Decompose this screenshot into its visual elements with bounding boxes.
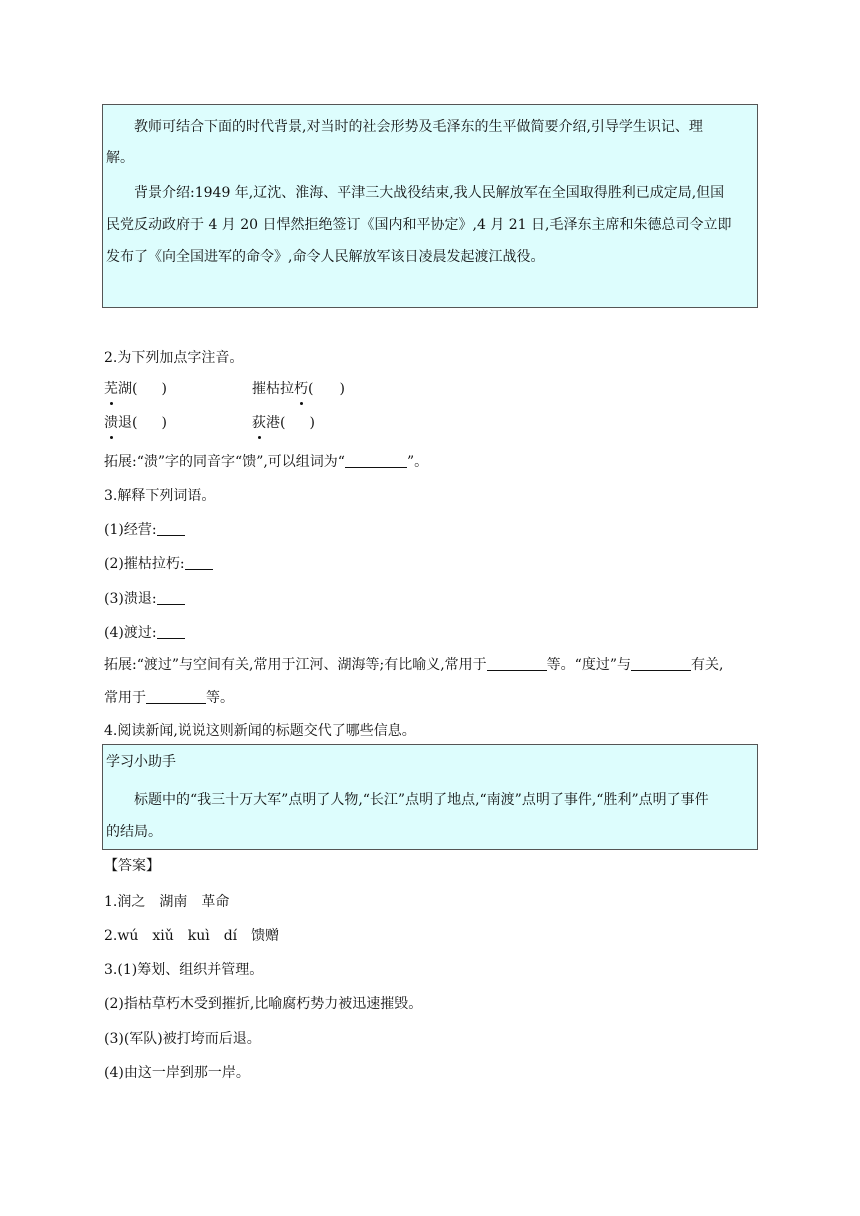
teacher-note-line-1: 教师可结合下面的时代背景,对当时的社会形势及毛泽东的生平做简要介绍,引导学生识记、理 <box>134 119 703 135</box>
pinyin-item-kuitui <box>104 413 167 433</box>
extension-text: 拓展:“渡过”与空间有关,常用于江河、湖海等;有比喻义,常用于 <box>104 657 487 673</box>
pinyin-item-digang <box>252 413 315 433</box>
paren-close: ) <box>339 381 345 397</box>
study-helper-line-1: 标题中的“我三十万大军”点明了人物,“长江”点明了地点,“南渡”点明了事件,“胜利”点明了事件 <box>134 792 709 808</box>
question-3-item-1 <box>104 520 185 540</box>
extension-text: 等。“度过”与 <box>546 657 631 673</box>
paren-close: ) <box>309 415 315 431</box>
fill-blank[interactable] <box>487 656 547 671</box>
pinyin-item-wuhu <box>104 379 167 399</box>
question-3-item-3 <box>104 589 185 609</box>
question-3-item-2 <box>104 554 213 574</box>
fill-blank[interactable] <box>185 555 213 570</box>
answers-heading: 【答案】 <box>104 858 160 874</box>
item-label: (2)摧枯拉朽: <box>104 556 185 572</box>
question-3-item-4 <box>104 623 185 643</box>
background-line-1: 背景介绍:1949 年,辽沈、淮海、平津三大战役结束,我人民解放军在全国取得胜利已成定局,但国 <box>134 185 725 201</box>
fill-blank[interactable] <box>345 453 407 468</box>
extension-text: 等。 <box>206 690 234 706</box>
word-suffix: 退( <box>118 415 138 431</box>
question-3-extension-line-2 <box>104 688 234 708</box>
item-label: (4)渡过: <box>104 625 157 641</box>
dotted-char: 朽 <box>294 381 308 397</box>
extension-text: 常用于 <box>104 690 146 706</box>
dotted-char: 芜 <box>104 381 118 397</box>
teacher-note-line-2: 解。 <box>106 150 134 166</box>
word-suffix: 湖( <box>118 381 138 397</box>
fill-blank[interactable] <box>157 521 185 536</box>
paren-close: ) <box>161 381 167 397</box>
dotted-char: 荻 <box>252 415 266 431</box>
pinyin-item-cuikulaxiu <box>252 379 345 399</box>
question-3-title: 3.解释下列词语。 <box>104 488 216 504</box>
question-2-title: 2.为下列加点字注音。 <box>104 350 244 366</box>
extension-text: 拓展:“溃”字的同音字“馈”,可以组词为“ <box>104 454 345 470</box>
answer-1: 1.润之 湖南 革命 <box>104 894 230 910</box>
background-line-3: 发布了《向全国进军的命令》,命令人民解放军该日凌晨发起渡江战役。 <box>106 249 545 265</box>
answer-3-3: (3)(军队)被打垮而后退。 <box>104 1031 261 1047</box>
word-prefix: 摧枯拉 <box>252 381 294 397</box>
background-line-2: 民党反动政府于 4 月 20 日悍然拒绝签订《国内和平协定》,4 月 21 日,毛泽东主席和朱德总司令立即 <box>106 217 732 233</box>
question-2-extension <box>104 452 428 472</box>
study-helper-line-2: 的结局。 <box>106 824 162 840</box>
answer-2: 2.wú xiǔ kuì dí 馈赠 <box>104 928 280 944</box>
item-label: (3)溃退: <box>104 591 157 607</box>
dotted-char: 溃 <box>104 415 118 431</box>
study-helper-heading: 学习小助手 <box>106 754 176 770</box>
fill-blank[interactable] <box>631 656 691 671</box>
answer-3-4: (4)由这一岸到那一岸。 <box>104 1065 250 1081</box>
question-3-extension-line-1 <box>104 655 723 675</box>
fill-blank[interactable] <box>157 590 185 605</box>
word-suffix: ( <box>308 381 314 397</box>
fill-blank[interactable] <box>146 689 206 704</box>
study-helper-box <box>102 744 758 850</box>
teacher-note-box <box>102 104 758 308</box>
item-label: (1)经营: <box>104 522 157 538</box>
question-4-title: 4.阅读新闻,说说这则新闻的标题交代了哪些信息。 <box>104 723 416 739</box>
answer-3-2: (2)指枯草朽木受到摧折,比喻腐朽势力被迅速摧毁。 <box>104 996 423 1012</box>
answer-3-1: 3.(1)筹划、组织并管理。 <box>104 962 264 978</box>
word-suffix: 港( <box>266 415 286 431</box>
fill-blank[interactable] <box>157 624 185 639</box>
extension-text: 有关, <box>690 657 724 673</box>
extension-text-end: ”。 <box>406 454 429 470</box>
paren-close: ) <box>161 415 167 431</box>
